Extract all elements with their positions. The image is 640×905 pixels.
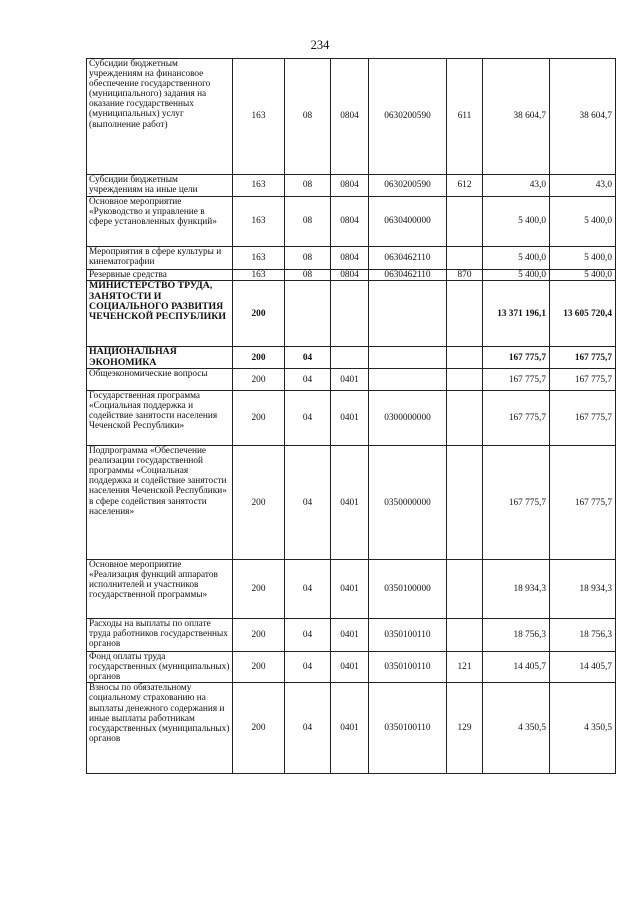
expense-type-code: 129 [447,683,483,774]
expense-type-code [447,197,483,247]
subsection-code [331,281,369,347]
row-name: Резервные средства [87,270,233,281]
row-name: Общеэкономические вопросы [87,369,233,391]
ministry-code: 200 [233,281,285,347]
ministry-code: 200 [233,391,285,446]
amount-year-1: 18 934,3 [483,560,550,619]
row-name: НАЦИОНАЛЬНАЯ ЭКОНОМИКА [87,347,233,369]
ministry-code: 200 [233,446,285,560]
table-row [87,652,616,683]
table-row [87,197,616,247]
amount-year-2: 167 775,7 [550,369,616,391]
amount-year-2: 43,0 [550,175,616,197]
row-name: Субсидии бюджетным учреждениям на финансовое обеспечение государственного (муниципального) задания на оказание государственных (муниципальных) услуг (выполнение работ) [87,59,233,175]
amount-year-1: 167 775,7 [483,369,550,391]
expense-type-code: 612 [447,175,483,197]
amount-year-2: 5 400,0 [550,270,616,281]
row-name: Субсидии бюджетным учреждениям на иные цели [87,175,233,197]
amount-year-1: 5 400,0 [483,197,550,247]
expense-type-code: 870 [447,270,483,281]
target-article-code: 0350100110 [369,619,447,652]
ministry-code: 163 [233,247,285,270]
amount-year-1: 167 775,7 [483,347,550,369]
ministry-code: 200 [233,683,285,774]
subsection-code: 0401 [331,446,369,560]
row-name: Фонд оплаты труда государственных (муниципальных) органов [87,652,233,683]
ministry-code: 200 [233,619,285,652]
ministry-code: 200 [233,347,285,369]
amount-year-1: 167 775,7 [483,446,550,560]
ministry-code: 163 [233,59,285,175]
row-name: Основное мероприятие «Руководство и управление в сфере установленных функций» [87,197,233,247]
subsection-code: 0401 [331,391,369,446]
subsection-code: 0804 [331,197,369,247]
target-article-code [369,347,447,369]
amount-year-2: 5 400,0 [550,247,616,270]
expense-type-code: 611 [447,59,483,175]
expense-type-code [447,369,483,391]
section-code [285,281,331,347]
target-article-code: 0350100000 [369,560,447,619]
target-article-code: 0350000000 [369,446,447,560]
expense-type-code: 121 [447,652,483,683]
amount-year-2: 5 400,0 [550,197,616,247]
expense-type-code [447,446,483,560]
section-code: 08 [285,270,331,281]
section-code: 08 [285,247,331,270]
amount-year-2: 13 605 720,4 [550,281,616,347]
expense-type-code [447,391,483,446]
expense-type-code [447,347,483,369]
subsection-code [331,347,369,369]
budget-table [86,58,616,774]
page-number: 234 [310,38,330,52]
section-code: 04 [285,391,331,446]
expense-type-code [447,281,483,347]
amount-year-2: 18 934,3 [550,560,616,619]
section-code: 04 [285,652,331,683]
target-article-code [369,369,447,391]
table-row [87,619,616,652]
section-code: 08 [285,175,331,197]
table-row [87,391,616,446]
target-article-code: 0630462110 [369,247,447,270]
target-article-code: 0350100110 [369,683,447,774]
amount-year-2: 167 775,7 [550,391,616,446]
subsection-code: 0804 [331,247,369,270]
table-row [87,281,616,347]
row-name: Взносы по обязательному социальному страхованию на выплаты денежного содержания и иные выплаты работникам государственных (муниципальных) органов [87,683,233,774]
amount-year-1: 43,0 [483,175,550,197]
amount-year-1: 5 400,0 [483,247,550,270]
row-name: МИНИСТЕРСТВО ТРУДА, ЗАНЯТОСТИ И СОЦИАЛЬНОГО РАЗВИТИЯ ЧЕЧЕНСКОЙ РЕСПУБЛИКИ [87,281,233,347]
amount-year-1: 38 604,7 [483,59,550,175]
expense-type-code [447,560,483,619]
amount-year-2: 167 775,7 [550,446,616,560]
amount-year-1: 5 400,0 [483,270,550,281]
target-article-code: 0630200590 [369,175,447,197]
amount-year-2: 38 604,7 [550,59,616,175]
row-name: Расходы на выплаты по оплате труда работников государственных органов [87,619,233,652]
table-row [87,369,616,391]
section-code: 04 [285,619,331,652]
section-code: 08 [285,59,331,175]
subsection-code: 0804 [331,270,369,281]
subsection-code: 0401 [331,369,369,391]
amount-year-2: 18 756,3 [550,619,616,652]
table-row [87,683,616,774]
subsection-code: 0804 [331,59,369,175]
section-code: 08 [285,197,331,247]
table-row [87,270,616,281]
row-name: Мероприятия в сфере культуры и кинематографии [87,247,233,270]
table-row [87,560,616,619]
amount-year-1: 167 775,7 [483,391,550,446]
ministry-code: 163 [233,175,285,197]
table-row [87,247,616,270]
amount-year-1: 18 756,3 [483,619,550,652]
table-row [87,59,616,175]
amount-year-1: 14 405,7 [483,652,550,683]
section-code: 04 [285,347,331,369]
section-code: 04 [285,683,331,774]
section-code: 04 [285,446,331,560]
table-row [87,347,616,369]
subsection-code: 0401 [331,683,369,774]
row-name: Основное мероприятие «Реализация функций аппаратов исполнителей и участников государственной программы» [87,560,233,619]
amount-year-1: 13 371 196,1 [483,281,550,347]
ministry-code: 163 [233,270,285,281]
expense-type-code [447,247,483,270]
row-name: Подпрограмма «Обеспечение реализации государственной программы «Социальная поддержка и содействие занятости населения Чеченской Республики» в сфере содействия занятости населения» [87,446,233,560]
target-article-code [369,281,447,347]
target-article-code: 0630200590 [369,59,447,175]
amount-year-2: 4 350,5 [550,683,616,774]
ministry-code: 163 [233,197,285,247]
ministry-code: 200 [233,369,285,391]
subsection-code: 0804 [331,175,369,197]
row-name: Государственная программа «Социальная поддержка и содействие занятости населения Чеченской Республики» [87,391,233,446]
table-row [87,446,616,560]
subsection-code: 0401 [331,619,369,652]
subsection-code: 0401 [331,560,369,619]
amount-year-2: 167 775,7 [550,347,616,369]
target-article-code: 0350100110 [369,652,447,683]
section-code: 04 [285,560,331,619]
target-article-code: 0630462110 [369,270,447,281]
target-article-code: 0300000000 [369,391,447,446]
table-row [87,175,616,197]
amount-year-1: 4 350,5 [483,683,550,774]
target-article-code: 0630400000 [369,197,447,247]
expense-type-code [447,619,483,652]
amount-year-2: 14 405,7 [550,652,616,683]
subsection-code: 0401 [331,652,369,683]
ministry-code: 200 [233,652,285,683]
ministry-code: 200 [233,560,285,619]
section-code: 04 [285,369,331,391]
